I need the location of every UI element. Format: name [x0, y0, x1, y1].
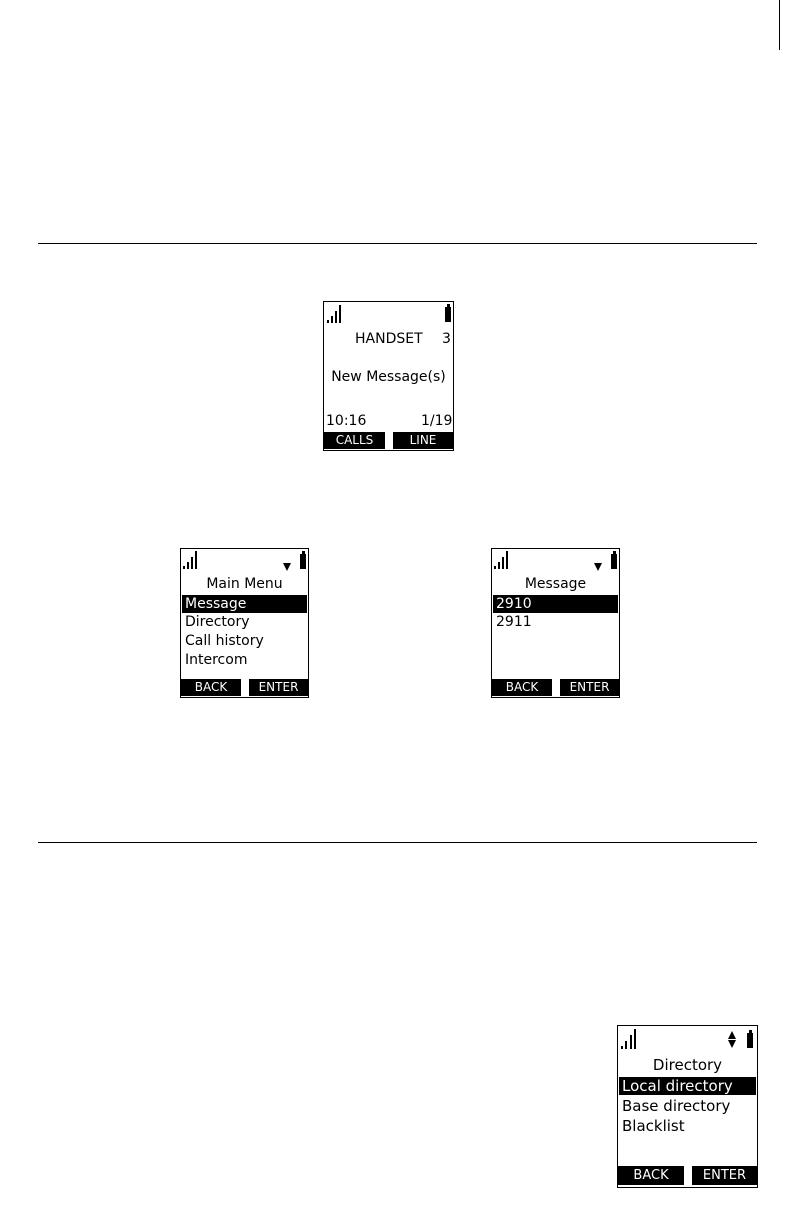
menu-item-call-history[interactable]: Call history [185, 633, 264, 649]
scroll-down-icon [594, 563, 602, 571]
back-softkey[interactable]: BACK [181, 679, 241, 696]
menu-item-directory[interactable]: Directory [185, 614, 250, 630]
new-message-notice: New Message(s) [331, 369, 446, 385]
directory-title: Directory [652, 1056, 723, 1074]
directory-item-base[interactable]: Base directory [622, 1097, 731, 1115]
enter-softkey[interactable]: ENTER [560, 679, 619, 696]
message-title: Message [524, 576, 587, 592]
main-menu-screen [180, 548, 309, 698]
scroll-down-icon [283, 563, 291, 571]
battery-icon [300, 554, 306, 569]
date-display: 1/19 [421, 413, 453, 429]
handset-label: HANDSET [355, 331, 423, 347]
back-softkey[interactable]: BACK [618, 1166, 684, 1185]
directory-item-blacklist[interactable]: Blacklist [622, 1117, 685, 1135]
scroll-up-icon [728, 1031, 736, 1039]
section-divider-2 [38, 842, 757, 843]
clock-time: 10:16 [326, 413, 367, 429]
enter-softkey[interactable]: ENTER [692, 1166, 757, 1185]
section-divider-1 [38, 243, 757, 244]
handset-number: 3 [442, 331, 451, 347]
battery-icon [747, 1033, 753, 1048]
signal-strength-icon [327, 305, 343, 323]
margin-tick-mark [779, 0, 780, 50]
menu-item-intercom[interactable]: Intercom [185, 652, 248, 668]
message-list-screen [491, 548, 620, 698]
signal-strength-icon [183, 551, 199, 569]
directory-item-local[interactable]: Local directory [619, 1077, 756, 1095]
message-item[interactable]: 2911 [496, 614, 532, 630]
scroll-down-icon [728, 1040, 736, 1048]
signal-strength-icon [494, 551, 510, 569]
back-softkey[interactable]: BACK [492, 679, 552, 696]
directory-screen [617, 1025, 758, 1188]
menu-item-message[interactable]: Message [182, 595, 307, 613]
signal-strength-icon [621, 1029, 638, 1049]
menu-title: Main Menu [206, 576, 283, 592]
message-item[interactable]: 2910 [493, 595, 618, 613]
battery-icon [611, 554, 617, 569]
calls-softkey[interactable]: CALLS [324, 432, 385, 449]
handset-idle-screen [323, 301, 454, 451]
battery-icon [445, 307, 451, 322]
line-softkey[interactable]: LINE [393, 432, 453, 449]
enter-softkey[interactable]: ENTER [249, 679, 308, 696]
